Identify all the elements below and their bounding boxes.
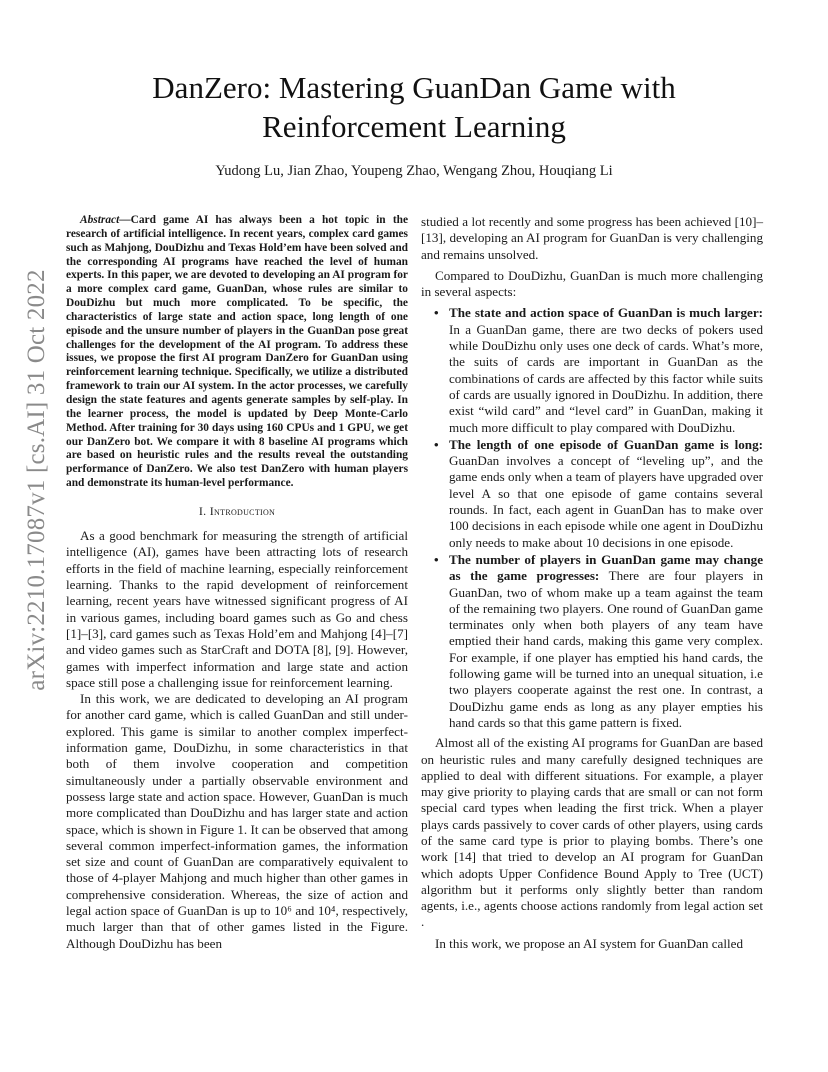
list-item bbox=[421, 437, 763, 551]
challenge-list bbox=[421, 305, 763, 731]
right-paragraph-existing-programs: Almost all of the existing AI programs for GuanDan are based on heuristic rules and many carefully designed techniques are applied to deal with different situations. For example, a player may give priority to playing cards that are small or can not form special card types when leading the first trick. When a player plays cards passively to cover cards of other players, using cards of the same card type is prior to playing bombs. There’s one work [14] that tried to develop an AI program for GuanDan which adopts Upper Confidence Bound Apply to Tree (UCT) algorithm but it performs only slightly better than random agents, i.e., agents choose actions randomly from legal action set . bbox=[421, 735, 763, 930]
section-heading-introduction: I. Introduction bbox=[198, 503, 276, 518]
list-item-lead: The state and action space of GuanDan is much larger: bbox=[449, 305, 763, 321]
list-item-text: There are four players in GuanDan, two of whom make up a team against the team of the remaining two players. One round of GuanDan game terminates only when both players of any team have emptied their hand cards, making this game very complex. For example, if one player has emptied his hand cards, the following game will be turned into an unequal situation, i.e two players cooperate against the rest one. In contrast, a DouDizhu game ends as long as any player empties his hand cards so that this game pattern is fixed. bbox=[449, 568, 764, 730]
bullet-dot-icon: • bbox=[434, 305, 439, 321]
paper-authors: Yudong Lu, Jian Zhao, Youpeng Zhao, Wengang Zhou, Houqiang Li bbox=[215, 163, 613, 179]
list-item bbox=[421, 305, 763, 435]
abstract-lead: Abstract bbox=[80, 214, 120, 226]
list-item-text: GuanDan involves a concept of “leveling up”, and the game ends only when a team of players have upgraded over level A so that one episode of game contains several rounds. In fact, each agent in GuanDan has to make over 100 decisions in each episode while one agent in DouDizhu only needs to make about 10 decisions in one episode. bbox=[449, 453, 763, 550]
list-item-lead: The number of players in GuanDan game may change as the game progresses: bbox=[449, 551, 763, 584]
right-paragraph-this-work: In this work, we propose an AI system for GuanDan called bbox=[435, 935, 743, 951]
left-column bbox=[66, 214, 408, 952]
right-paragraph-continued: studied a lot recently and some progress has been achieved [10]–[13], developing an AI program for GuanDan is very challenging and remains unsolved. bbox=[421, 214, 763, 262]
paper-title: DanZero: Mastering GuanDan Game with Reinforcement Learning bbox=[152, 70, 676, 144]
list-item-lead: The length of one episode of GuanDan game is long: bbox=[449, 436, 763, 452]
bullet-dot-icon: • bbox=[434, 551, 439, 567]
intro-paragraph-1: As a good benchmark for measuring the strength of artificial intelligence (AI), games have been attracting lots of research efforts in the field of machine learning, especially reinforcement learning. Thanks to the rapid development of reinforcement learning, recent years have witnessed significant progress of AI in various games, including board games such as Go and chess [1]–[3], card games such as Texas Hold’em and Mahjong [4]–[7] and video games such as StarCraft and DOTA [8], [9]. However, games with imperfect information and large state and action space still pose a challenging issue for reinforcement learning. bbox=[66, 528, 408, 690]
arxiv-identifier: arXiv:2210.17087v1 [cs.AI] 31 Oct 2022 bbox=[23, 269, 50, 691]
abstract-text: —Card game AI has always been a hot topic in the research of artificial intelligence. In recent years, complex card games such as Mahjong, DouDizhu and Texas Hold’em have been solved and the corresponding AI programs have reached the level of human experts. In this paper, we are devoted to developing an AI program for a more complex card game, GuanDan, whose rules are similar to DouDizhu but much more complicated. To be specific, the characteristics of large state and action space, long length of one episode and the unsure number of players in the GuanDan pose great challenges for the development of the AI program. To address these issues, we propose the first AI program DanZero for GuanDan using reinforcement learning technique. Specifically, we utilize a distributed framework to train our AI system. In the actor processes, we carefully design the state features and agents generate samples by self-play. In the learner process, the model is updated by Deep Monte-Carlo Method. After training for 30 days using 160 CPUs and 1 GPU, we get our DanZero bot. We compare it with 8 baseline AI programs which are based on heuristic rules and the results reveal the outstanding performance of DanZero. We also test DanZero with human players and demonstrate its human-level performance. bbox=[66, 214, 408, 490]
list-item bbox=[421, 552, 763, 731]
bullet-dot-icon: • bbox=[434, 436, 439, 452]
list-item-text: In a GuanDan game, there are two decks of pokers used while DouDizhu only uses one deck of cards. What’s more, the suits of cards are important in GuanDan as the combinations of cards are affected by this factor while suits of cards are usually ignored in DouDizhu. In addition, there exist “wild card” and “level card” in GuanDan, making it much more difficult to play compared with DouDizhu. bbox=[449, 321, 763, 435]
right-paragraph-compared: Compared to DouDizhu, GuanDan is much more challenging in several aspects: bbox=[421, 267, 763, 300]
abstract bbox=[66, 214, 408, 491]
right-column bbox=[421, 214, 763, 952]
arxiv-side-stamp bbox=[0, 0, 70, 1072]
intro-paragraph-2: In this work, we are dedicated to developing an AI program for another card game, which is called GuanDan and still under-explored. This game is similar to another complex imperfect-information game, DouDizhu, in some characteristics in that both of them involve cooperation and competition simultaneously under a partially observable environment and possess large state and action space. However, GuanDan is much more complicated than DouDizhu and has larger state and action space, which is shown in Figure 1. It can be observed that among several common imperfect-information games, the information set size and count of GuanDan are comparatively equivalent to those of 4-player Mahjong and much higher than other games in comprehensive consideration. Whereas, the size of action and legal action space of GuanDan is up to 10⁶ and 10⁴, respectively, much larger than that of other games listed in the Figure. Although DouDizhu has been bbox=[66, 691, 408, 951]
